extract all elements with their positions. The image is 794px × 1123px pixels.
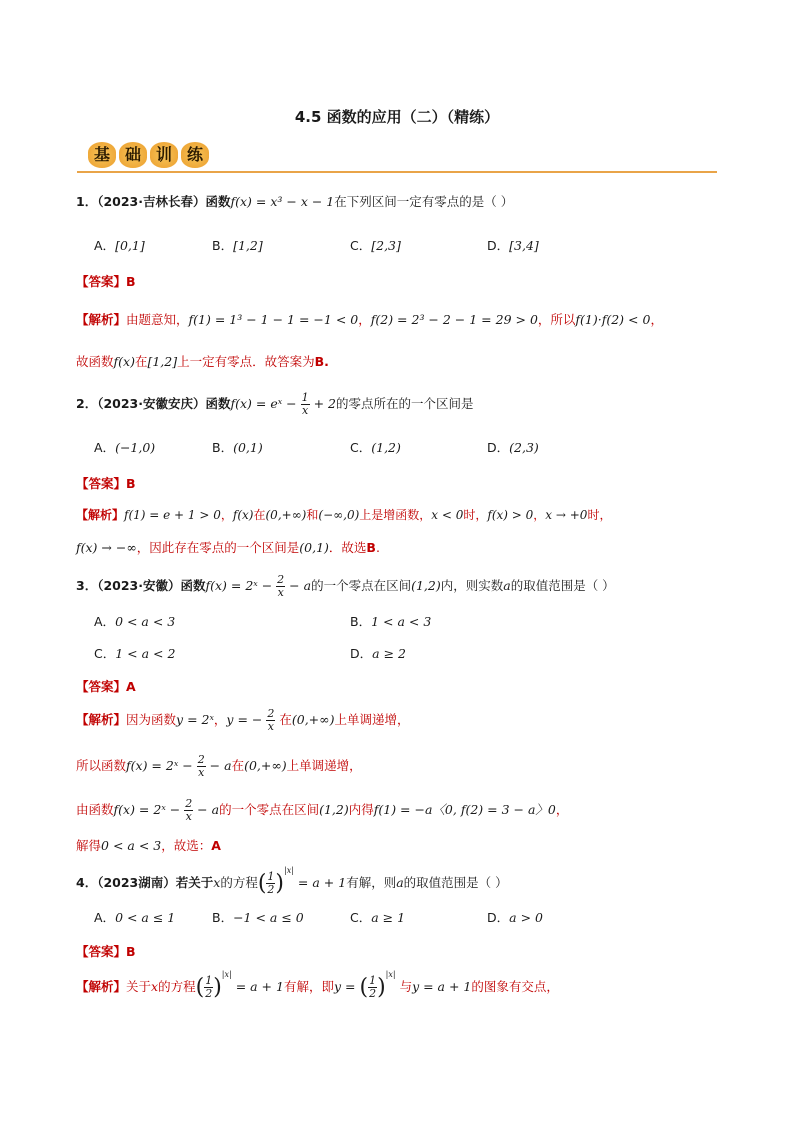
question-1-suffix: 在下列区间一定有零点的是（ ）: [334, 194, 514, 209]
q4-option-c[interactable]: C．a ≥ 1: [350, 910, 406, 925]
q3-analysis-line-2: 所以函数f(x) = 2ˣ − $\frac{2}{x}$ − a在(0,+∞)上单调递增，: [76, 753, 362, 779]
q4-option-a[interactable]: A．0 < a ≤ 1: [94, 910, 176, 925]
fraction: $\frac{1}{2}$: [205, 974, 213, 1000]
q3-option-d[interactable]: D．a ≥ 2: [350, 646, 406, 661]
q4-answer: 【答案】B: [76, 944, 136, 959]
question-1-prefix: 1．（2023·吉林长春）函数: [76, 194, 231, 209]
question-2: 2．（2023·安徽安庆）函数f(x) = eˣ − $\frac{1}{x}$ + 2的零点所在的一个区间是: [76, 391, 474, 417]
q3-option-b[interactable]: B．1 < a < 3: [350, 614, 432, 629]
q4-option-d[interactable]: D．a > 0: [487, 910, 543, 925]
q1-analysis-line-2: 故函数f(x)在[1,2]上一定有零点．故答案为B.: [76, 354, 329, 369]
q2-option-d[interactable]: D．(2,3): [487, 440, 539, 455]
q2-option-a[interactable]: A．(−1,0): [94, 440, 156, 455]
question-1: [76, 192, 513, 210]
q3-analysis-line-4: 解得0 < a < 3，故选：A: [76, 838, 221, 853]
q1-option-b[interactable]: B．[1,2]: [212, 238, 263, 253]
q4-analysis-line-1: 【解析】关于x的方程( $\frac{1}{2}$ )$^{|x|}$ = a + 1有解，即y = ( $\frac{1}{2}$ )$^{|x|}$ 与y = a + 1的图象有交点，: [76, 970, 559, 1000]
banner-char: 基: [88, 142, 116, 168]
q2-option-c[interactable]: C．(1,2): [350, 440, 401, 455]
fraction: $\frac{2}{x}$: [197, 753, 205, 779]
q1-answer: 【答案】B: [76, 274, 136, 289]
page-title: 4.5 函数的应用（二）（精练）: [294, 108, 500, 126]
q2-option-b[interactable]: B．(0,1): [212, 440, 263, 455]
q2-analysis-line-1: 【解析】f(1) = e + 1 > 0，f(x)在(0,+∞)和(−∞,0)上是增函数，x < 0时，f(x) > 0，x → +0时，: [76, 508, 612, 522]
fraction: $\frac{1}{2}$: [267, 870, 275, 896]
question-3: 3．（2023·安徽）函数f(x) = 2ˣ − $\frac{2}{x}$ − a的一个零点在区间(1,2)内，则实数a的取值范围是（ ）: [76, 573, 615, 599]
q3-option-a[interactable]: A．0 < a < 3: [94, 614, 176, 629]
question-1-function: f(x) = x³ − x − 1: [230, 194, 335, 209]
banner-char: 础: [119, 142, 147, 168]
q2-answer: 【答案】B: [76, 476, 136, 491]
q1-analysis-line-1: 【解析】由题意知，f(1) = 1³ − 1 − 1 = −1 < 0，f(2) = 2³ − 2 − 1 = 29 > 0，所以f(1)·f(2) < 0，: [76, 312, 663, 327]
q3-answer: 【答案】A: [76, 679, 136, 694]
q1-option-c[interactable]: C．[2,3]: [350, 238, 401, 253]
q4-option-b[interactable]: B．−1 < a ≤ 0: [212, 910, 304, 925]
banner-char: 训: [150, 142, 178, 168]
fraction: $\frac{1}{x}$: [301, 391, 309, 417]
fraction: $\frac{2}{x}$: [277, 573, 285, 599]
q1-option-d[interactable]: D．[3,4]: [487, 238, 539, 253]
question-4: 4．（2023湖南）若关于x的方程( $\frac{1}{2}$ )$^{|x|}$ = a + 1有解，则a的取值范围是（ ）: [76, 866, 508, 896]
section-banner: [88, 142, 209, 170]
q1-option-a[interactable]: A．[0,1]: [94, 238, 145, 253]
q3-analysis-line-3: 由函数f(x) = 2ˣ − $\frac{2}{x}$ − a的一个零点在区间(1,2)内得f(1) = −a〈0, f(2) = 3 − a〉0，: [76, 797, 569, 823]
q3-option-c[interactable]: C．1 < a < 2: [94, 646, 176, 661]
fraction: $\frac{1}{2}$: [369, 974, 377, 1000]
section-divider: [77, 171, 717, 173]
fraction: $\frac{2}{x}$: [185, 797, 193, 823]
fraction: $\frac{2}{x}$: [267, 707, 275, 733]
q3-analysis-line-1: 【解析】因为函数y = 2ˣ，y = − $\frac{2}{x}$ 在(0,+∞)上单调递增，: [76, 707, 410, 733]
q2-analysis-line-2: f(x) → −∞，因此存在零点的一个区间是(0,1)．故选B.: [76, 540, 380, 555]
banner-char: 练: [181, 142, 209, 168]
